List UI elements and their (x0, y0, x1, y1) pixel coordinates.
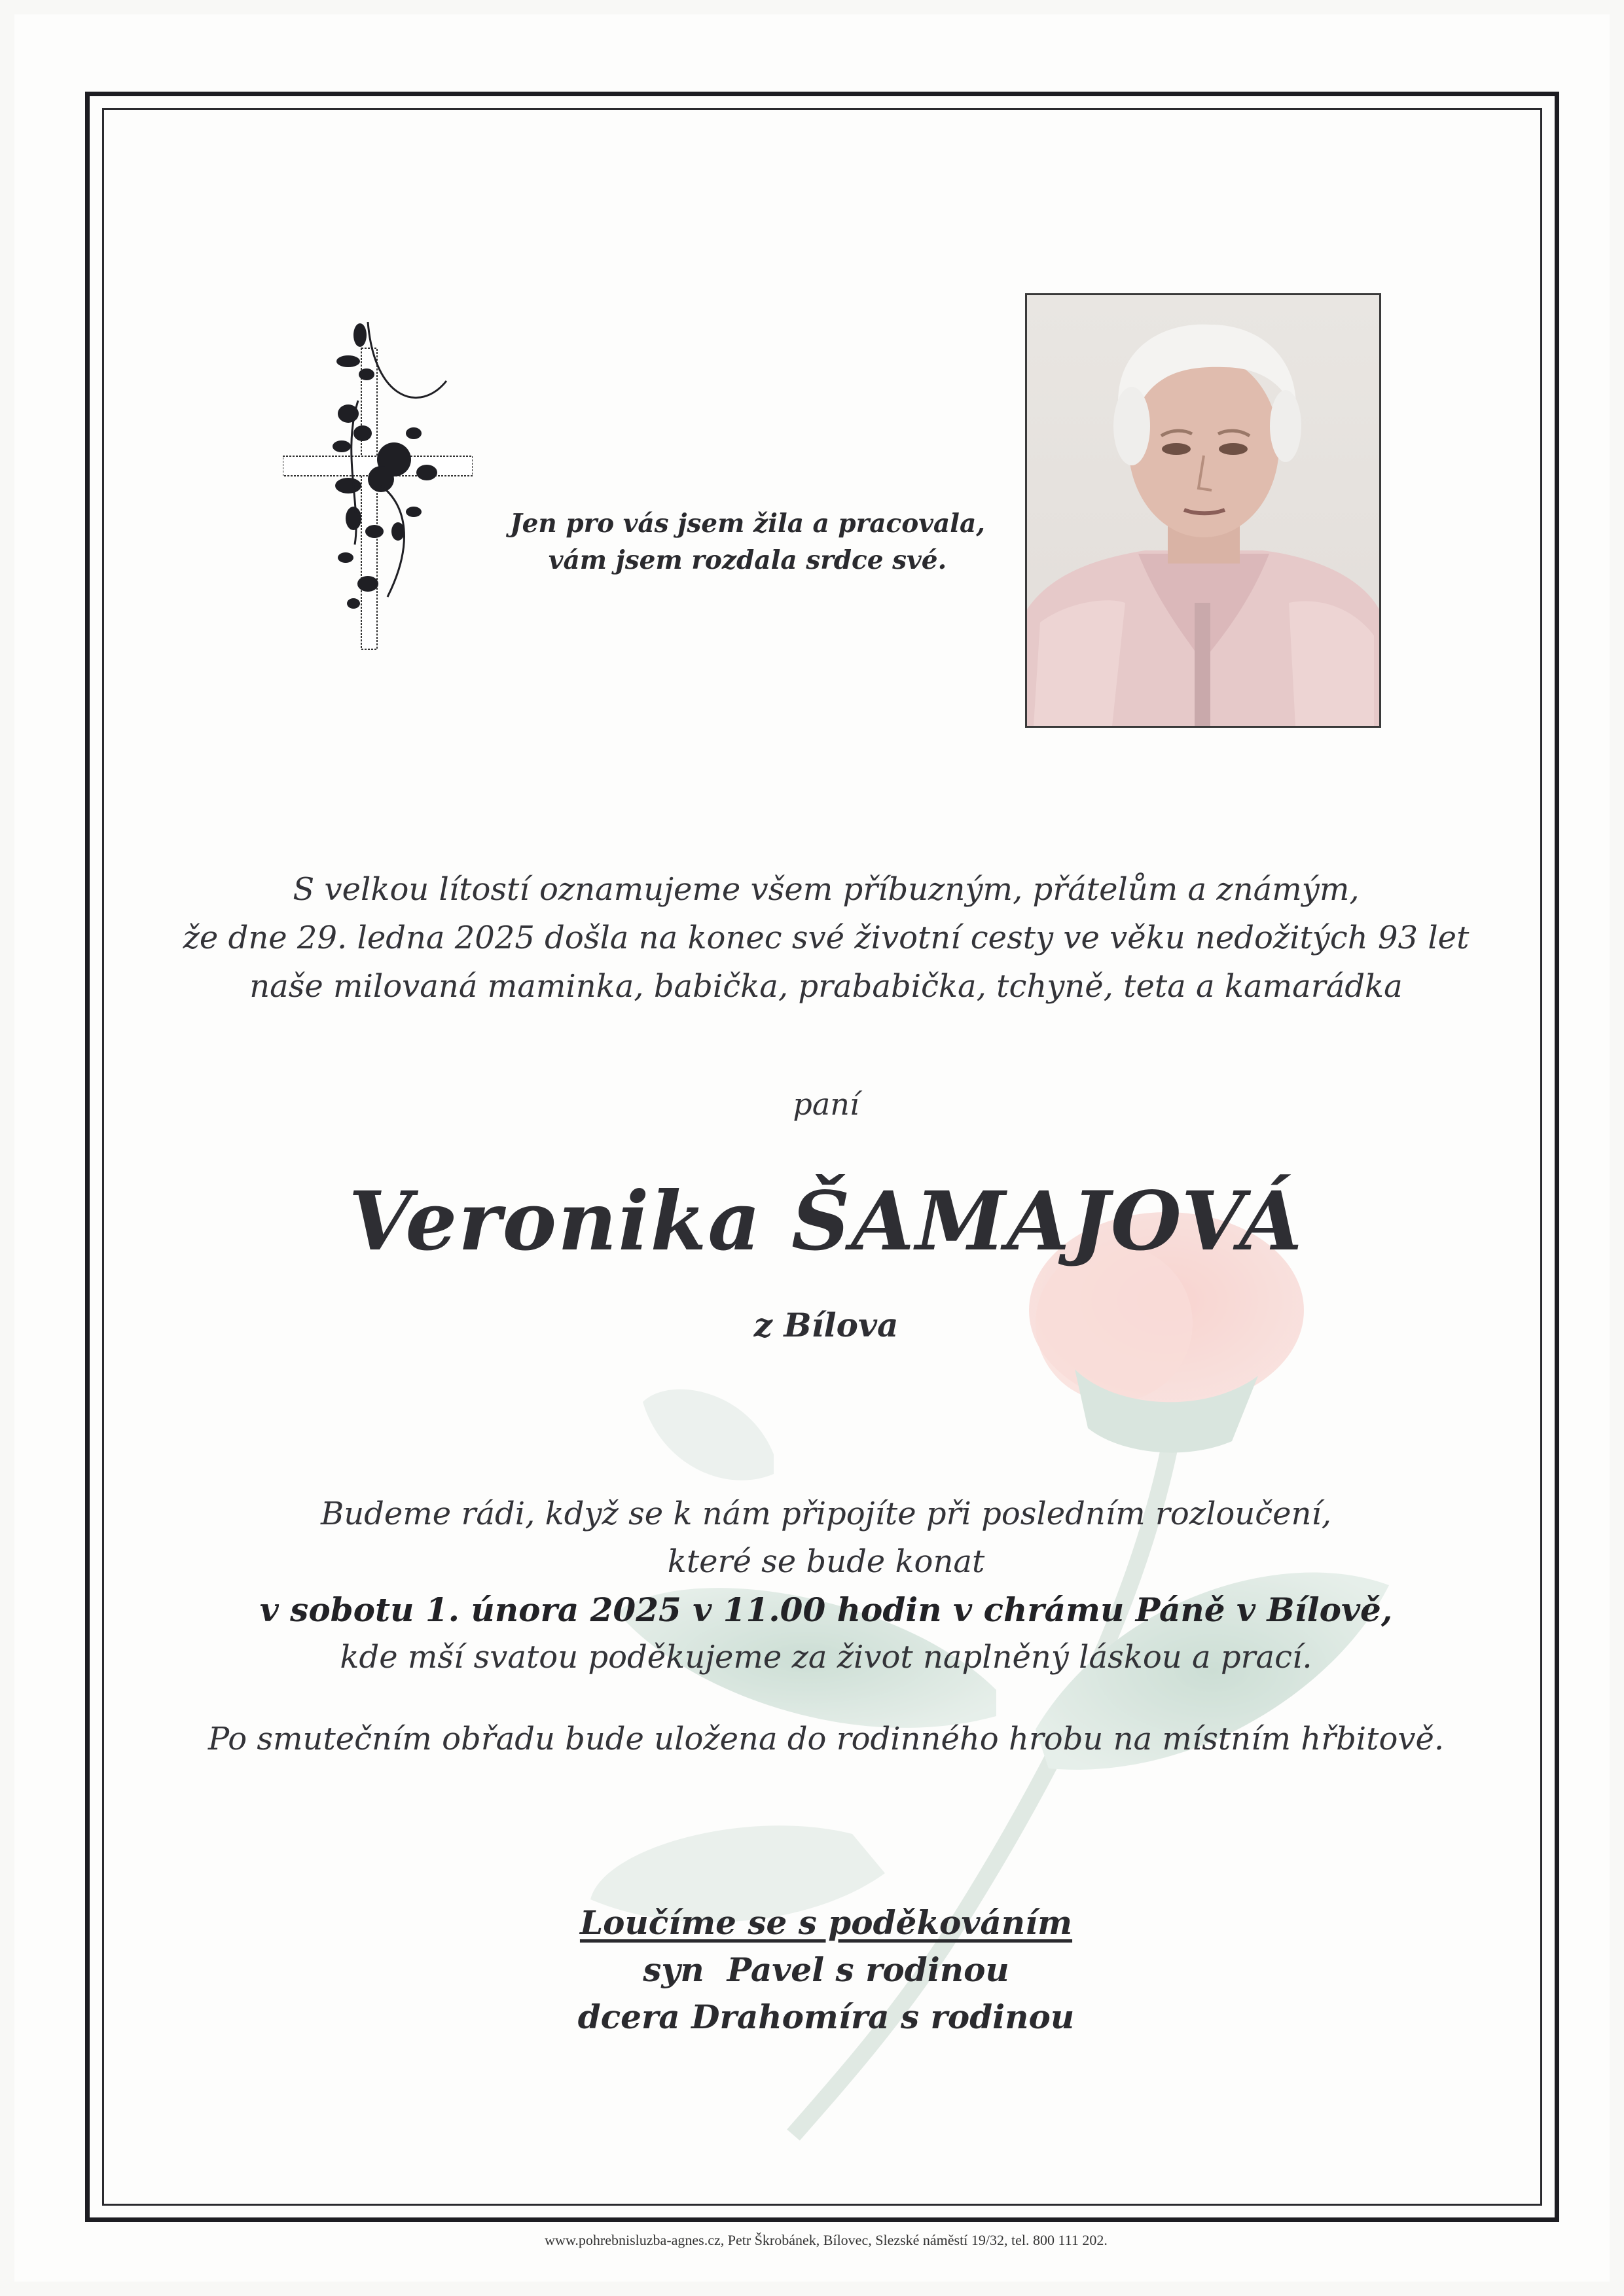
verse-line: vám jsem rozdala srdce své. (548, 545, 947, 575)
funeral-invitation (145, 1490, 1507, 1681)
invitation-line: kde mší svatou poděkujeme za život naplněný láskou a prací. (340, 1639, 1312, 1676)
signer: dcera Drahomíra s rodinou (577, 1998, 1075, 2036)
burial-note: Po smutečním obřadu bude uložena do rodinného hrobu na místním hřbitově. (208, 1721, 1445, 1757)
intro-line: S velkou lítostí oznamujeme všem příbuzným, přátelům a známým, (293, 871, 1360, 908)
memorial-verse (473, 505, 1022, 579)
salutation: paní (793, 1086, 859, 1122)
farewell-block (145, 1899, 1507, 2041)
portrait-photo (1025, 293, 1381, 728)
invitation-line: Budeme rádi, když se k nám připojíte při posledním rozloučení, (320, 1496, 1332, 1532)
deceased-name: Veronika ŠAMAJOVÁ (348, 1174, 1304, 1269)
invitation-line: které se bude konat (667, 1543, 985, 1580)
announcement-intro (145, 865, 1507, 1011)
portrait-image (1027, 295, 1379, 726)
cross-with-roses-icon (283, 322, 473, 662)
signer: syn Pavel s rodinou (643, 1950, 1009, 1989)
verse-line: Jen pro vás jsem žila a pracovala, (510, 509, 985, 539)
farewell-heading: Loučíme se s poděkováním (579, 1903, 1073, 1942)
ceremony-datetime: v sobotu 1. února 2025 v 11.00 hodin v chrámu Páně v Bílově, (259, 1590, 1393, 1629)
intro-line: naše milovaná maminka, babička, prababička, tchyně, teta a kamarádka (249, 968, 1403, 1005)
intro-line: že dne 29. ledna 2025 došla na konec své životní cesty ve věku nedožitých 93 let (183, 920, 1470, 956)
obituary-sheet (14, 14, 1610, 2282)
deceased-origin: z Bílova (753, 1306, 899, 1344)
funeral-service-footer: www.pohrebnisluzba-agnes.cz, Petr Škrobánek, Bílovec, Slezské náměstí 19/32, tel. 800 111 202. (545, 2232, 1108, 2248)
